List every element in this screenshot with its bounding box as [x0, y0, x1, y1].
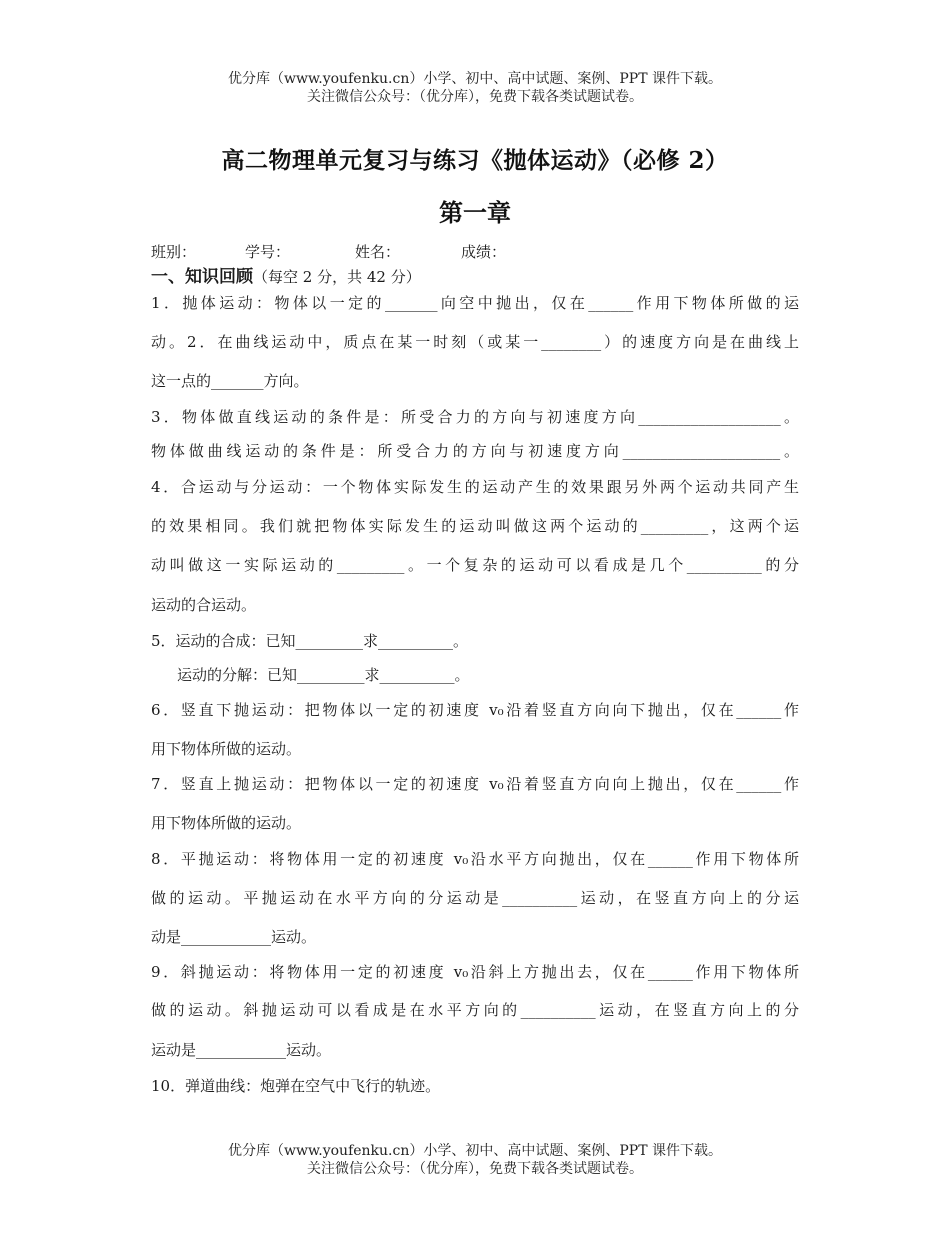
page-title: 高二物理单元复习与练习《抛体运动》（必修 2） — [221, 147, 729, 174]
footer-line-1: 优分库（www.youfenku.cn）小学、初中、高中试题、案例、PPT 课件下载。 — [227, 1143, 722, 1159]
header-banner — [0, 70, 950, 106]
text-line: 6．竖直下抛运动：把物体以一定的初速度 v₀沿着竖直方向向下抛出，仅在______作 — [151, 701, 799, 719]
text-line: 的效果相同。我们就把物体实际发生的运动叫做这两个运动的_________，这两个运 — [151, 517, 799, 535]
section-title: 一、知识回顾 — [151, 267, 253, 287]
text-line: 7．竖直上抛运动：把物体以一定的初速度 v₀沿着竖直方向向上抛出，仅在______作 — [151, 775, 799, 793]
text-line: 1．抛体运动：物体以一定的_______向空中抛出，仅在______作用下物体所做的运 — [151, 294, 799, 312]
text-line: 4．合运动与分运动：一个物体实际发生的运动产生的效果跟另外两个运动共同产生 — [151, 478, 799, 496]
text-line: 物体做曲线运动的条件是：所受合力的方向与初速度方向_____________________。 — [151, 442, 799, 460]
text-line: 这一点的_______方向。 — [151, 372, 309, 390]
text-line: 运动的合运动。 — [151, 596, 257, 614]
text-line: 10．弹道曲线：炮弹在空气中飞行的轨迹。 — [151, 1077, 441, 1095]
header-line-1: 优分库（www.youfenku.cn）小学、初中、高中试题、案例、PPT 课件下载。 — [227, 71, 722, 87]
student-id-label: 学号： — [245, 243, 291, 261]
text-line: 8．平抛运动：将物体用一定的初速度 v₀沿水平方向抛出，仅在______作用下物体所 — [151, 850, 799, 868]
chapter-title: 第一章 — [439, 198, 511, 227]
section-note: （每空 2 分，共 42 分） — [253, 268, 421, 286]
text-line: 9．斜抛运动：将物体用一定的初速度 v₀沿斜上方抛出去，仅在______作用下物体所 — [151, 963, 799, 981]
footer-line-2: 关注微信公众号：（优分库），免费下载各类试题试卷。 — [307, 1161, 643, 1177]
text-line: 3．物体做直线运动的条件是：所受合力的方向与初速度方向___________________。 — [151, 408, 799, 426]
text-line: 运动的分解：已知_________求__________。 — [177, 666, 470, 684]
name-label: 姓名： — [355, 243, 401, 261]
score-label: 成绩： — [461, 243, 507, 261]
class-label: 班别： — [151, 243, 197, 261]
text-line: 动是____________运动。 — [151, 928, 317, 946]
text-line: 做的运动。斜抛运动可以看成是在水平方向的__________运动，在竖直方向上的分 — [151, 1001, 799, 1019]
text-line: 动叫做这一实际运动的_________。一个复杂的运动可以看成是几个__________的分 — [151, 556, 799, 574]
text-line: 运动是____________运动。 — [151, 1041, 332, 1059]
footer-banner — [0, 1142, 950, 1178]
text-line: 用下物体所做的运动。 — [151, 814, 302, 832]
student-info-row — [151, 242, 506, 262]
section-heading — [151, 266, 421, 288]
header-line-2: 关注微信公众号：（优分库），免费下载各类试题试卷。 — [307, 89, 643, 105]
text-line: 用下物体所做的运动。 — [151, 740, 302, 758]
text-line: 做的运动。平抛运动在水平方向的分运动是__________运动，在竖直方向上的分运 — [151, 889, 799, 907]
text-line: 5．运动的合成：已知_________求__________。 — [151, 632, 469, 650]
text-line: 动。2．在曲线运动中，质点在某一时刻（或某一________）的速度方向是在曲线上 — [151, 333, 799, 351]
